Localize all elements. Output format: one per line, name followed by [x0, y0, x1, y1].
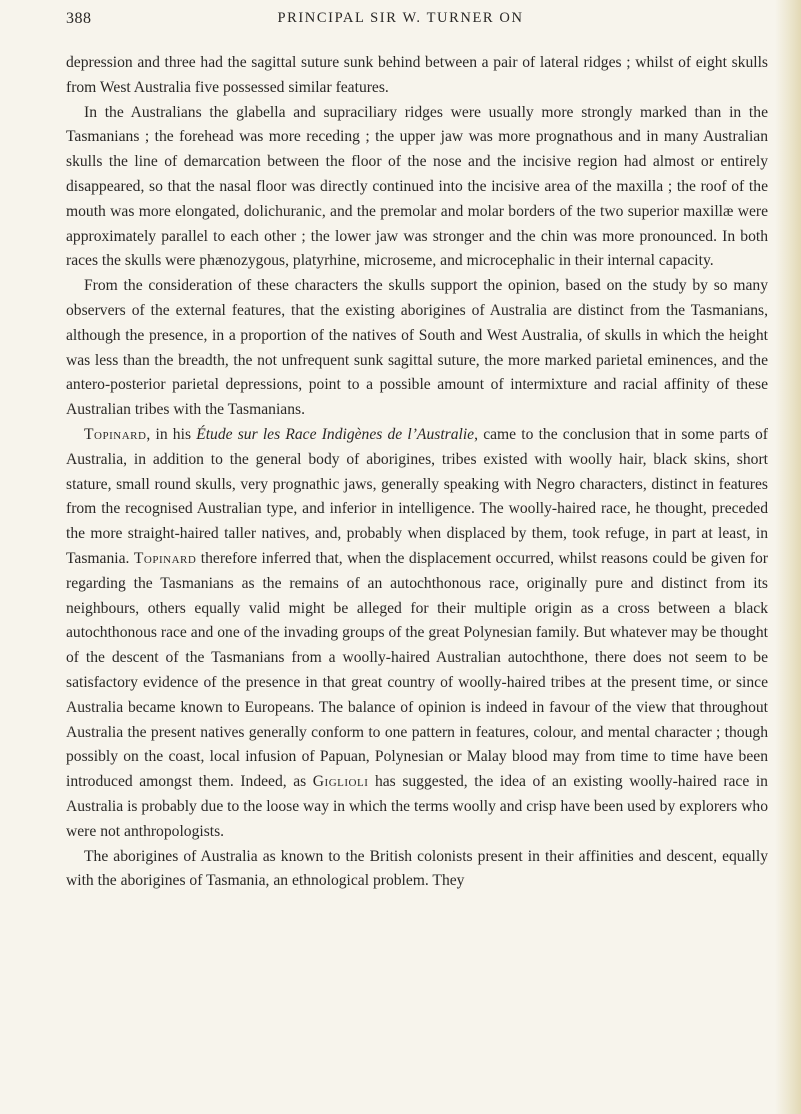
paragraph-4-text-d: has suggested, the idea of an existing woolly-haired race in Australia is probably due to the loose way in which the terms woolly and crisp have been used by explorers who were not anthropologists. [66, 773, 768, 840]
paragraph-4-text-a: , in his [146, 425, 197, 443]
paragraph-4-text-b: , came to the conclusion that in some parts of Australia, in addition to the general body of aborigines, tribes existed with woolly hair, black skins, short stature, small round skulls, very prognathic jaws, generally speaking with Negro characters, distinct in features from the recognised Australian type, and inferior in intelligence. The woolly-haired race, he thought, preceded the more straight-haired taller natives, and, probably when displaced by them, took refuge, in part at least, in Tasmania. [66, 425, 768, 567]
paragraph-5: The aborigines of Australia as known to the British colonists present in their affinities and descent, equally with the aborigines of Tasmania, an ethnological problem. They [66, 847, 768, 890]
paragraph-2: In the Australians the glabella and supraciliary ridges were usually more strongly marked than in the Tasmanians ; the forehead was more receding ; the upper jaw was more prognathous and in many Australian skulls the line of demarcation between the floor of the nose and the incisive region had almost or entirely disappeared, so that the nasal floor was directly continued into the incisive area of the maxilla ; the roof of the mouth was more elongated, dolichuranic, and the premolar and molar borders of the two superior maxillæ were approximately parallel to each other ; the lower jaw was stronger and the chin was more pronounced. In both races the skulls were phænozygous, platyrhine, microseme, and microcephalic in their internal capacity. [66, 103, 768, 270]
paragraph-1: depression and three had the sagittal suture sunk behind between a pair of lateral ridges ; whilst of eight skulls from West Australia five possessed similar features. [66, 54, 768, 96]
author-name-giglioli: Giglioli [312, 773, 369, 791]
page-edge-shading [775, 0, 801, 1114]
paragraph-4-text-c: therefore inferred that, when the displacement occurred, whilst reasons could be given for regarding the Tasmanians as the remains of an autochthonous race, originally pure and distinct from its neighbours, others equally valid might be alleged for their multiple origin as a cross between a black autochthonous race and one of the invading groups of the great Polynesian family. But whatever may be thought of the descent of the Tasmanians from a woolly-haired Australian autochthone, there does not seem to be satisfactory evidence of the presence in that great country of woolly-haired tribes at the present time, or since Australia became known to Europeans. The balance of opinion is indeed in favour of the view that throughout Australia the present natives generally conform to one pattern in features, colour, and mental character ; though possibly on the coast, local infusion of Papuan, Polynesian or Malay blood may from time to time have been introduced amongst them. Indeed, as [66, 549, 768, 791]
paragraph-3: From the consideration of these characters the skulls support the opinion, based on the study by so many observers of the external features, that the existing aborigines of Australia are distinct from the Tasmanians, although the presence, in a proportion of the natives of South and West Australia, of skulls in which the height was less than the breadth, the not unfrequent sunk sagittal suture, the more marked parietal eminences, and the antero-posterior parietal depressions, point to a possible amount of intermixture and racial affinity of these Australian tribes with the Tasmanians. [66, 277, 768, 419]
running-head: PRINCIPAL SIR W. TURNER ON [277, 10, 524, 26]
body-text [66, 51, 768, 894]
page-header [0, 10, 801, 34]
author-name-topinard: Topinard [84, 425, 147, 443]
author-name-topinard-2: Topinard [133, 549, 197, 567]
page-number: 388 [66, 10, 92, 27]
book-title-italic: Étude sur les Race Indigènes de l’Australie [196, 425, 475, 443]
paragraph-4 [66, 423, 768, 845]
